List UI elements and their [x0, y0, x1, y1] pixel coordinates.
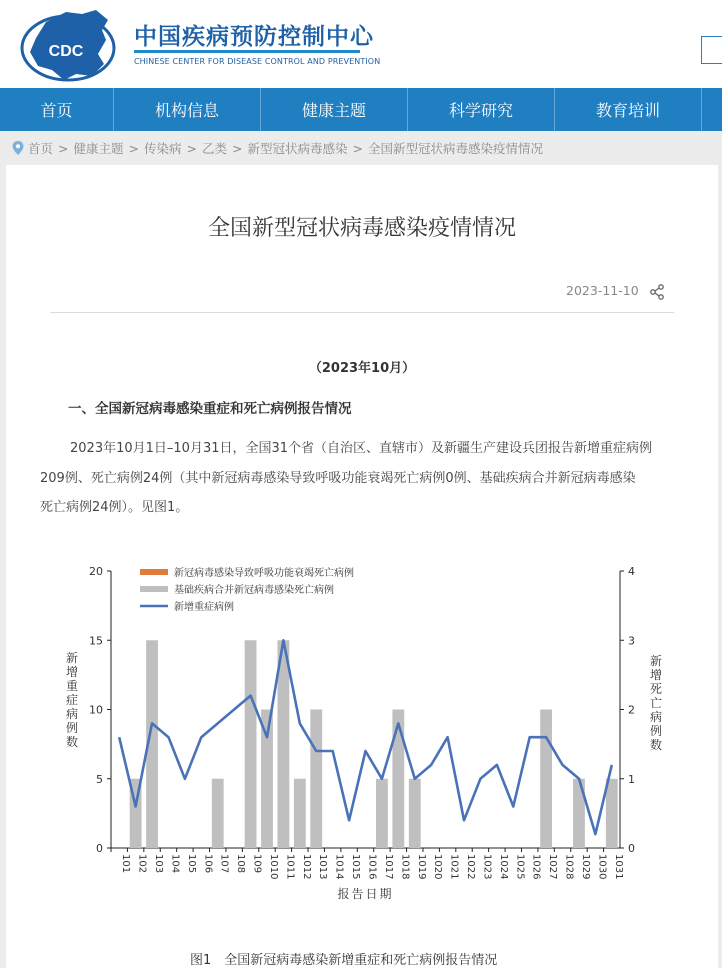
- y-tick-label-right: 4: [628, 565, 635, 578]
- x-tick-label: 108: [235, 854, 247, 874]
- main-nav: [0, 88, 722, 131]
- cdc-logo-icon[interactable]: [16, 4, 120, 84]
- figure-caption: 图1 全国新冠病毒感染新增重症和死亡病例报告情况: [190, 953, 498, 968]
- x-tick-label: 1022: [465, 854, 477, 880]
- site-name[interactable]: 中国疾病预防控制中心: [134, 24, 374, 50]
- bar: [409, 779, 421, 848]
- nav-item-health-topics[interactable]: 健康主题: [261, 88, 408, 131]
- y-axis-label-right-char: 新: [649, 654, 663, 668]
- breadcrumb-separator: >: [232, 140, 243, 156]
- x-tick-label: 103: [153, 854, 165, 874]
- breadcrumb-separator: >: [352, 140, 363, 156]
- section-heading: 一、全国新冠病毒感染重症和死亡病例报告情况: [68, 401, 352, 417]
- x-tick-label: 1020: [432, 854, 444, 880]
- legend-swatch: [140, 569, 168, 575]
- bar: [294, 779, 306, 848]
- x-tick-label: 1027: [547, 854, 559, 880]
- x-tick-label: 1025: [514, 854, 526, 880]
- breadcrumb-home[interactable]: 首页: [28, 141, 54, 156]
- nav-item-education[interactable]: 教育培训: [555, 88, 702, 131]
- x-tick-label: 1018: [399, 854, 411, 880]
- y-axis-label-left-char: 新: [65, 651, 79, 665]
- bar: [212, 779, 224, 848]
- x-tick-label: 1016: [366, 854, 378, 880]
- page-title: 全国新型冠状病毒感染疫情情况: [207, 216, 516, 241]
- paragraph-line: 死亡病例24例）。见图1。: [40, 500, 189, 515]
- article-card: [6, 165, 718, 968]
- nav-item-research[interactable]: 科学研究: [408, 88, 555, 131]
- x-tick-label: 1021: [448, 854, 460, 880]
- x-tick-label: 1015: [350, 854, 362, 880]
- paragraph-line: 2023年10月1日–10月31日，全国31个省（自治区、直辖市）及新疆生产建设兵团报告新增重症病例: [70, 441, 653, 456]
- y-tick-label-left: 10: [89, 703, 103, 717]
- x-tick-label: 1028: [563, 854, 575, 880]
- x-tick-label: 1029: [579, 854, 591, 880]
- nav-item-institution[interactable]: 机构信息: [114, 88, 261, 131]
- y-axis-label-right-char: 死: [649, 682, 663, 696]
- bar: [245, 640, 257, 848]
- legend-label: 基础疾病合并新冠病毒感染死亡病例: [174, 585, 334, 596]
- breadcrumb-covid[interactable]: 新型冠状病毒感染: [247, 141, 348, 156]
- y-axis-label-left-char: 数: [65, 735, 79, 749]
- x-tick-label: 101: [120, 854, 132, 874]
- breadcrumb-current[interactable]: 全国新型冠状病毒感染疫情情况: [368, 141, 544, 156]
- legend-label: 新增重症病例: [174, 602, 234, 613]
- paragraph-line: 209例、死亡病例24例（其中新冠病毒感染导致呼吸功能衰竭死亡病例0例、基础疾病合并新冠病毒感染: [40, 471, 636, 486]
- breadcrumb-separator: >: [128, 140, 139, 156]
- y-tick-label-left: 20: [89, 565, 103, 578]
- x-tick-label: 1023: [481, 854, 493, 880]
- y-axis-label-right-char: 数: [649, 738, 663, 752]
- chart: [6, 165, 718, 945]
- x-tick-label: 1019: [415, 854, 427, 880]
- breadcrumb-class-b[interactable]: 乙类: [202, 141, 228, 156]
- x-tick-label: 1026: [530, 854, 542, 880]
- y-axis-label-right-char: 病: [649, 710, 663, 724]
- logo-divider: [134, 50, 360, 53]
- bar: [310, 710, 322, 849]
- y-tick-label-left: 5: [96, 772, 103, 786]
- x-tick-label: 1012: [300, 854, 312, 880]
- x-tick-label: 1030: [596, 854, 608, 880]
- x-tick-label: 1013: [317, 854, 329, 880]
- site-name-english: CHINESE CENTER FOR DISEASE CONTROL AND PREVENTION: [134, 57, 381, 66]
- legend-swatch: [140, 586, 168, 592]
- x-tick-label: 1017: [382, 854, 394, 880]
- y-tick-label-right: 0: [628, 842, 635, 855]
- y-axis-label-left-char: 症: [65, 693, 79, 707]
- y-axis-label-left-char: 例: [65, 721, 79, 735]
- x-tick-label: 104: [169, 854, 181, 874]
- location-pin-icon: [12, 141, 24, 155]
- x-tick-label: 102: [136, 854, 148, 874]
- legend-label: 新冠病毒感染导致呼吸功能衰竭死亡病例: [174, 568, 354, 579]
- breadcrumb-separator: >: [58, 140, 69, 156]
- nav-item-home[interactable]: 首页: [0, 88, 114, 131]
- search-input[interactable]: [701, 36, 722, 64]
- breadcrumb-separator: >: [186, 140, 197, 156]
- x-axis-label: 报告日期: [337, 887, 394, 901]
- x-tick-label: 1024: [497, 854, 509, 880]
- x-tick-label: 109: [251, 854, 263, 874]
- y-axis-label-right-char: 亡: [649, 696, 663, 710]
- x-tick-label: 1010: [267, 854, 279, 880]
- breadcrumb-health-topics[interactable]: 健康主题: [73, 141, 124, 156]
- x-tick-label: 1014: [333, 854, 345, 880]
- site-header: [0, 0, 722, 88]
- y-axis-label-left-char: 增: [65, 665, 79, 679]
- nav-item-overflow[interactable]: [702, 88, 722, 131]
- x-tick-label: 107: [218, 854, 230, 874]
- report-period: （2023年10月）: [308, 361, 416, 376]
- x-tick-label: 1011: [284, 854, 296, 880]
- x-tick-label: 1031: [612, 854, 624, 880]
- y-axis-label-right-char: 增: [649, 668, 663, 682]
- y-tick-label-left: 15: [89, 634, 103, 648]
- y-tick-label-left: 0: [96, 842, 103, 855]
- y-tick-label-right: 3: [628, 634, 635, 648]
- bar: [392, 710, 404, 849]
- y-axis-label-left-char: 重: [65, 679, 79, 693]
- x-tick-label: 106: [202, 854, 214, 874]
- bar: [376, 779, 388, 848]
- x-tick-label: 105: [185, 854, 197, 874]
- y-tick-label-right: 1: [628, 772, 635, 786]
- y-tick-label-right: 2: [628, 703, 635, 717]
- y-axis-label-left-char: 病: [65, 707, 79, 721]
- y-axis-label-right-char: 例: [649, 724, 663, 738]
- publish-date: 2023-11-10: [566, 283, 639, 298]
- breadcrumb: [0, 131, 722, 165]
- bar: [606, 779, 618, 848]
- emblem-text: CDC: [48, 43, 84, 60]
- bar: [540, 710, 552, 849]
- breadcrumb-infectious-disease[interactable]: 传染病: [144, 141, 182, 156]
- series-line-severe: [119, 640, 612, 834]
